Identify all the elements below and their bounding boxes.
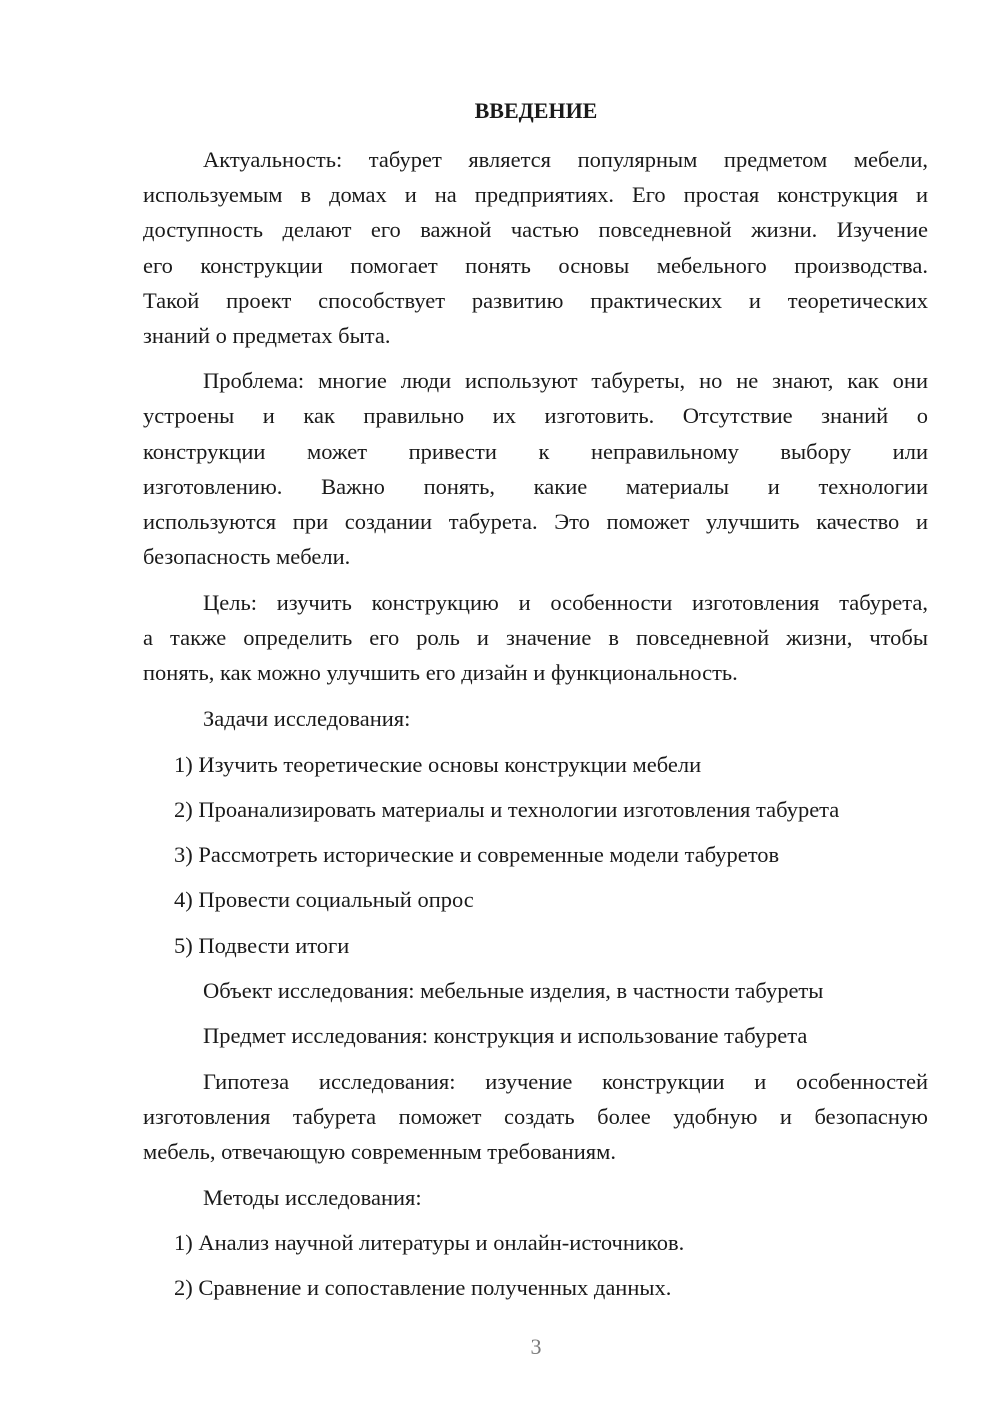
text-line: изготовлению. Важно понять, какие материалы и технологии	[143, 474, 928, 499]
text-line: конструкции может привести к неправильному выбору или	[143, 439, 928, 464]
text-line: его конструкции помогает понять основы мебельного производства.	[143, 253, 928, 278]
text-line: доступность делают его важной частью повседневной жизни. Изучение	[143, 217, 928, 242]
text-line: понять, как можно улучшить его дизайн и функциональность.	[143, 660, 738, 685]
text-line: знаний о предметах быта.	[143, 323, 391, 348]
text-line: мебель, отвечающую современным требованиям.	[143, 1139, 616, 1164]
page-number: 3	[530, 1334, 542, 1359]
page-title: ВВЕДЕНИЕ	[474, 98, 598, 123]
list-item: 5) Подвести итоги	[174, 933, 350, 958]
text-line: безопасность мебели.	[143, 544, 351, 569]
text-line: Проблема: многие люди используют табуреты, но не знают, как они	[203, 368, 928, 393]
list-item: 1) Анализ научной литературы и онлайн-источников.	[174, 1230, 685, 1255]
research-object: Объект исследования: мебельные изделия, в частности табуреты	[203, 978, 824, 1003]
text-line: используемым в домах и на предприятиях. Его простая конструкция и	[143, 182, 928, 207]
text-line: устроены и как правильно их изготовить. Отсутствие знаний о	[143, 403, 928, 428]
text-line: Такой проект способствует развитию практических и теоретических	[143, 288, 928, 313]
list-item: 1) Изучить теоретические основы конструкции мебели	[174, 752, 702, 777]
text-line: Гипотеза исследования: изучение конструкции и особенностей	[203, 1069, 928, 1094]
list-item: 4) Провести социальный опрос	[174, 887, 474, 912]
text-line: Актуальность: табурет является популярным предметом мебели,	[203, 147, 928, 172]
text-line: Цель: изучить конструкцию и особенности изготовления табурета,	[203, 590, 928, 615]
text-line: используются при создании табурета. Это поможет улучшить качество и	[143, 509, 928, 534]
list-item: 2) Сравнение и сопоставление полученных данных.	[174, 1275, 672, 1300]
list-item: 3) Рассмотреть исторические и современные модели табуретов	[174, 842, 780, 867]
methods-heading: Методы исследования:	[203, 1185, 422, 1210]
research-subject: Предмет исследования: конструкция и использование табурета	[203, 1023, 808, 1048]
tasks-heading: Задачи исследования:	[203, 706, 411, 731]
text-line: изготовления табурета поможет создать более удобную и безопасную	[143, 1104, 928, 1129]
text-line: а также определить его роль и значение в повседневной жизни, чтобы	[143, 625, 928, 650]
list-item: 2) Проанализировать материалы и технологии изготовления табурета	[174, 797, 840, 822]
